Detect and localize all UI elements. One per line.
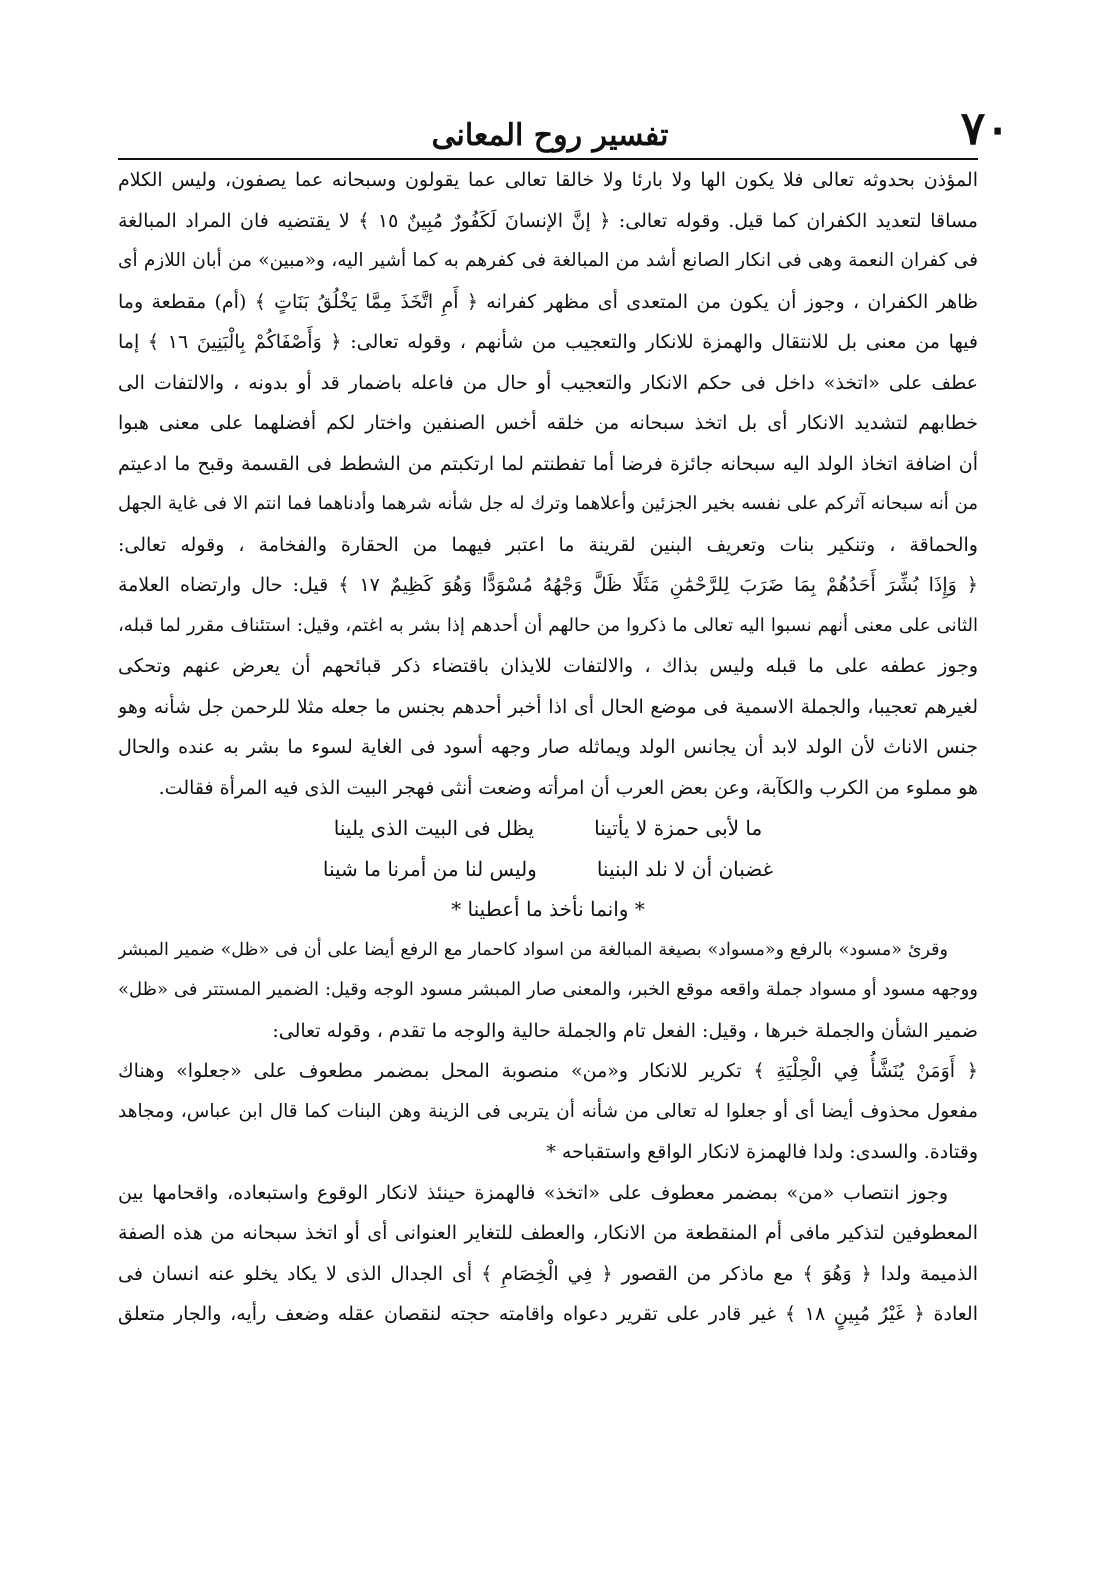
text-line: ﴿ أَوَمَنْ يُنَشَّأُ فِي الْحِلْيَةِ ﴾ تكرير للانكار و«من» منصوبة المحل بمضمر مطعوف على «جعلوا» وهناك — [118, 1060, 978, 1082]
poem-hemistich: وليس لنا من أمرنا ما شينا — [322, 856, 537, 881]
text-line: وجوز عطفه على ما قبله وليس بذاك ، والالتفات للايذان باقتضاء ذكر قبائحهم أن يعرض عنهم وتحكى — [118, 655, 978, 677]
text-line: أن اضافة اتخاذ الولد اليه سبحانه جائزة فرضا أما تفطنتم لما ارتكبتم من الشطط فى القسمة وقبح ما ادعيتم — [118, 452, 978, 475]
text-line: الثانى على معنى أنهم نسبوا اليه تعالى ما ذكروا من حالهم أن أحدهم إذا بشر به اغتم، وقيل: استئناف مقرر لما قبله، — [118, 614, 978, 636]
text-line: من أنه سبحانه آثركم على نفسه بخير الجزئين وأعلاهما وترك له جل شأنه شرهما وأدناهما فما انتم الا فى غاية الجهل — [118, 493, 978, 514]
text-line: فيها من معنى بل للانتقال والهمزة للانكار والتعجيب من شأنهم ، وقوله تعالى: ﴿ وَأَصْفَاكُمْ بِالْبَنِينَ ١٦ ﴾ إما — [118, 331, 978, 353]
poem-hemistich: غضبان أن لا نلد البنينا — [596, 856, 774, 881]
page-number: ٧٠ — [960, 101, 1010, 155]
text-line: والحماقة ، وتنكير بنات وتعريف البنين لقرينة ما اعتبر فيهما من الحقارة والفخامة ، وقوله تعالى: — [118, 533, 978, 556]
text-line: المؤذن بحدوثه تعالى فلا يكون الها ولا بارئا ولا خالقا تعالى عما يقولون وسبحانه عما يصفون، وليس الكلام — [118, 169, 978, 191]
text-line: هو مملوء من الكرب والكآبة، وعن بعض العرب أن امرأته وضعت أنثى فهجر البيت الذى فيه المرأة فقالت. — [158, 776, 978, 799]
text-line: المعطوفين لتذكير مافى أم المنقطعة من الانكار، والعطف للتغاير العنوانى أى أو اتخذ سبحانه من هذه الصفة — [118, 1222, 978, 1244]
poem-hemistich: ما لأبى حمزة لا يأتينا — [594, 816, 763, 840]
text-line: جنس الاناث لأن الولد لابد أن يجانس الولد ويماثله صار وجهه أسود فى الغاية لسوء ما بشر به عنده والحال — [118, 736, 978, 758]
text-line: الذميمة ولدا ﴿ وَهُوَ ﴾ مع ماذكر من القصور ﴿ فِي الْخِصَامِ ﴾ أى الجدال الذى لا يكاد يخلو عنه انسان فى — [118, 1262, 978, 1285]
poem-hemistich: يظل فى البيت الذى يلينا — [333, 816, 535, 840]
text-line: مساقا لتعديد الكفران كما قيل. وقوله تعالى: ﴿ إنَّ الإنسانَ لَكَفُورٌ مُبِينٌ ١٥ ﴾ لا يقتضيه فان المراد المبالغة — [118, 209, 978, 232]
page-body — [118, 160, 978, 1335]
poem-verse — [118, 849, 978, 890]
text-line: لغيرهم تعجيبا، والجملة الاسمية فى موضع الحال أى اذا أخبر أحدهم بجنس ما جعله مثلا للرحمن جل شأنه وهو — [118, 695, 978, 718]
text-line: ضمير الشأن والجملة خبرها ، وقيل: الفعل تام والجملة حالية والوجه ما تقدم ، وقوله تعالى: — [272, 1019, 978, 1042]
text-line: فى كفران النعمة وهى فى انكار الصانع أشد من المبالغة فى كفرهم به كما أشير اليه، و«مبين» من أبان اللازم أى — [118, 250, 978, 271]
text-line: خطابهم لتشديد الانكار أى بل اتخذ سبحانه من خلقه أخس الصنفين واختار لكم أفضلهما على معنى هبوا — [118, 412, 978, 434]
text-line: مفعول محذوف أيضا أى أو جعلوا له تعالى من شأنه أن يتربى فى الزينة وهن البنات كما قال ابن عباس، ومجاهد — [118, 1100, 978, 1122]
text-line: وجوز انتصاب «من» بمضمر معطوف على «اتخذ» فالهمزة حينئذ لانكار الوقوع واستبعاده، واقحامها بين — [118, 1181, 948, 1204]
text-line: العادة ﴿ غَيْرُ مُبِينٍ ١٨ ﴾ غير قادر على تقرير دعواه واقامته حجته لنقصان عقله وضعف رأيه، والجار متعلق — [118, 1303, 978, 1325]
text-line: ﴿ وَإِذَا بُشِّرَ أَحَدُهُمْ بِمَا ضَرَبَ لِلرَّحْمَٰنِ مَثَلًا ظَلَّ وَجْهُهُ مُسْوَدًّا وَهُوَ كَظِيمٌ ١٧ ﴾ قيل: حال وارتضاه العلامة — [118, 574, 978, 596]
running-title: تفسير روح المعانى — [431, 118, 669, 153]
poem-verse — [118, 808, 978, 849]
text-line: عطف على «اتخذ» داخل فى حكم الانكار والتعجيب أو حال من فاعله باضمار قد أو بدونه ، والالتفات الى — [118, 371, 978, 394]
poem-verse-final: * وانما نأخذ ما أعطينا * — [451, 897, 645, 921]
text-line: وقتادة. والسدى: ولدا فالهمزة لانكار الواقع واستقباحه * — [546, 1141, 978, 1163]
text-line: ووجهه مسود أو مسواد جملة واقعه موقع الخبر، والمعنى صار المبشر مسود الوجه وقيل: الضمير المستتر فى «ظل» — [118, 979, 978, 1000]
page-header — [90, 101, 1010, 158]
text-line: وقرئ «مسود» بالرفع و«مسواد» بصيغة المبالغة من اسواد كاحمار مع الرفع أيضا على أن فى «ظل» ضمير المبشر — [118, 939, 948, 960]
text-line: ظاهر الكفران ، وجوز أن يكون من المتعدى أى مظهر كفرانه ﴿ أَمِ اتَّخَذَ مِمَّا يَخْلُقُ بَنَاتٍ ﴾ (أم) مقطعة وما — [118, 290, 978, 313]
